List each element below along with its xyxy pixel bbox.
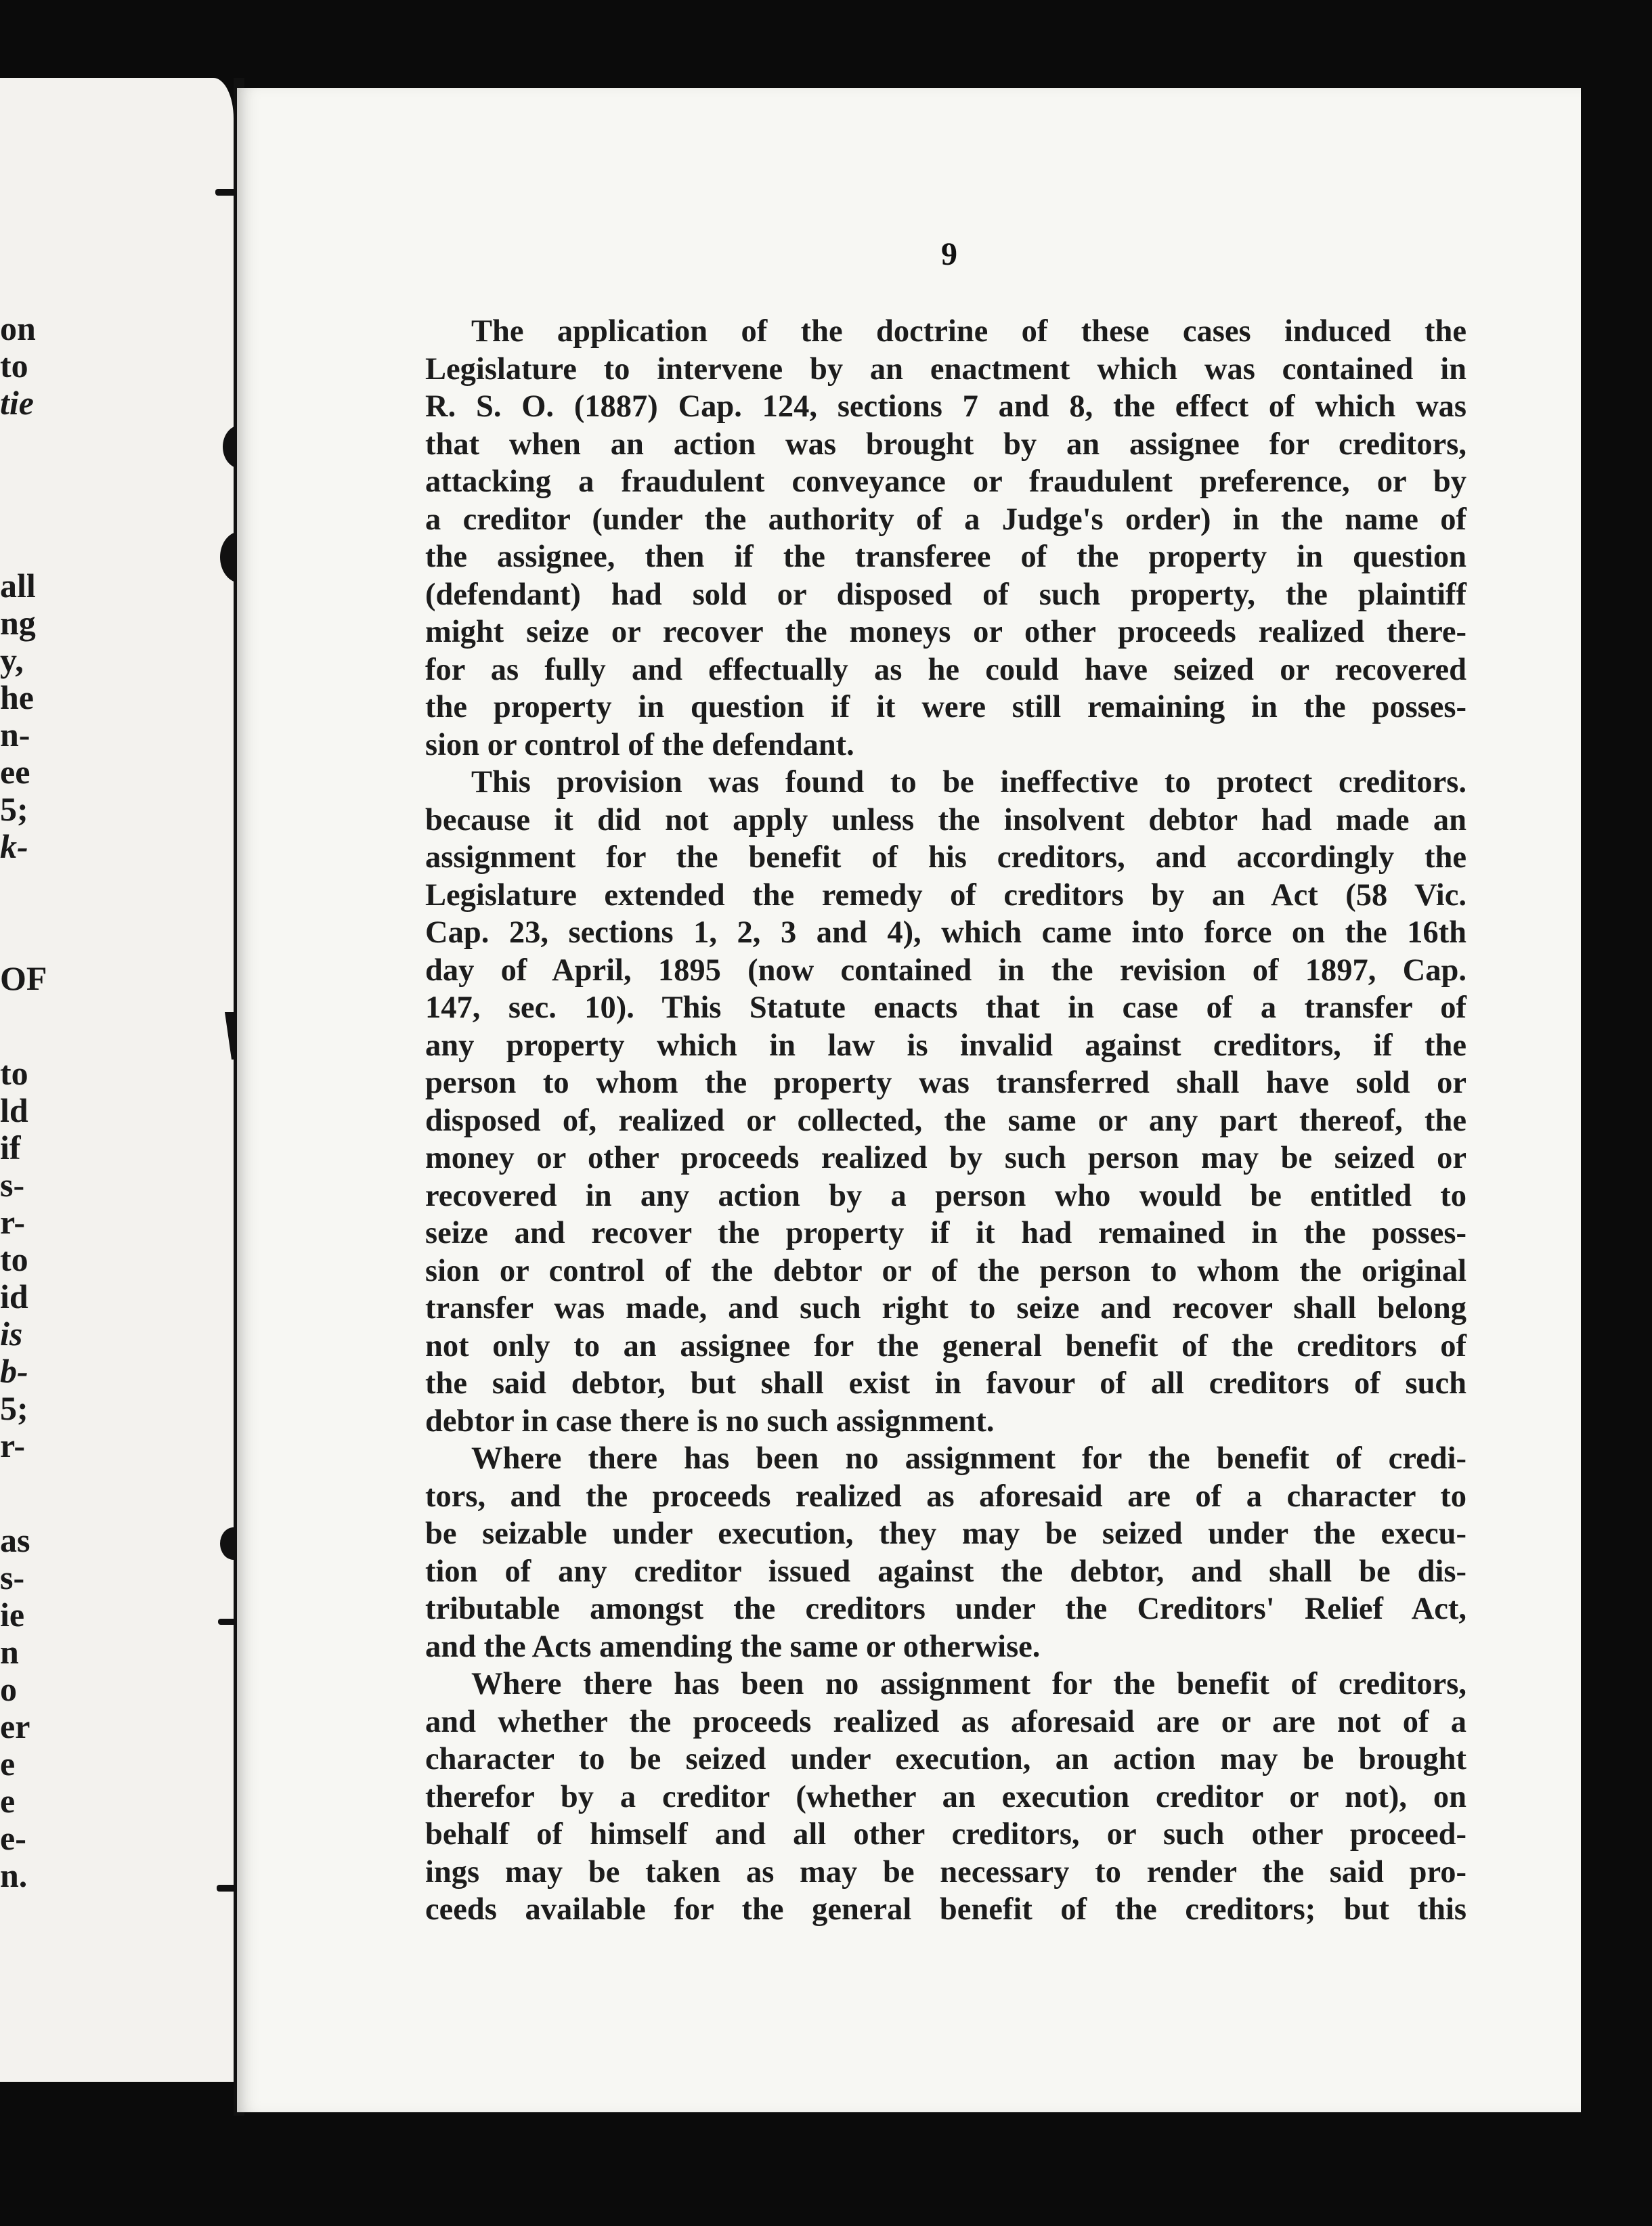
left-page-fragment: all bbox=[0, 567, 36, 605]
left-page-edge bbox=[0, 78, 234, 2082]
text-line: recovered in any action by a person who would be entitled to bbox=[425, 1178, 1466, 1213]
left-page-fragment: to bbox=[0, 1240, 28, 1278]
text-line: not only to an assignee for the general benefit of the creditors of bbox=[425, 1328, 1466, 1363]
left-page-fragment: e bbox=[0, 1782, 16, 1820]
left-page-fragment: tie bbox=[0, 384, 34, 422]
text-line: debtor in case there is no such assignment. bbox=[425, 1403, 995, 1439]
left-page-fragment: he bbox=[0, 678, 34, 716]
left-page-fragment: OF bbox=[0, 959, 47, 997]
left-page-fragment: on bbox=[0, 309, 36, 347]
paragraph bbox=[425, 764, 1466, 1440]
left-page-fragment: ng bbox=[0, 604, 36, 642]
text-line: might seize or recover the moneys or other proceeds realized there- bbox=[425, 615, 1466, 649]
text-line: Legislature to intervene by an enactment which was contained in bbox=[425, 351, 1466, 387]
text-line: and the Acts amending the same or otherwise. bbox=[425, 1629, 1041, 1664]
left-page-fragment: k- bbox=[0, 827, 28, 865]
page-number: 9 bbox=[941, 236, 957, 272]
text-line: Where there has been no assignment for the benefit of creditors, bbox=[471, 1667, 1466, 1701]
left-page-fragment: if bbox=[0, 1129, 21, 1166]
left-page-fragment: to bbox=[0, 347, 28, 385]
paragraph bbox=[425, 313, 1466, 764]
left-page-fragment: r- bbox=[0, 1426, 25, 1464]
left-page-fragment: n. bbox=[0, 1856, 28, 1894]
text-line: seize and recover the property if it had remained in the posses- bbox=[425, 1216, 1466, 1250]
left-page-fragment: is bbox=[0, 1315, 23, 1353]
text-line: 147, sec. 10). This Statute enacts that in case of a transfer of bbox=[425, 990, 1466, 1025]
left-page-fragment: 5; bbox=[0, 790, 28, 828]
text-line: the property in question if it were still remaining in the posses- bbox=[425, 690, 1466, 724]
text-line: and whether the proceeds realized as aforesaid are or are not of a bbox=[425, 1704, 1466, 1739]
paragraph bbox=[425, 1440, 1466, 1665]
text-line: This provision was found to be ineffective to protect creditors. bbox=[471, 765, 1466, 800]
text-line: because it did not apply unless the insolvent debtor had made an bbox=[425, 802, 1466, 837]
left-page-fragment: ee bbox=[0, 753, 30, 791]
text-line: disposed of, realized or collected, the same or any part thereof, the bbox=[425, 1103, 1466, 1138]
left-page-fragment: id bbox=[0, 1278, 28, 1315]
left-page-fragment: n bbox=[0, 1633, 19, 1671]
left-page-fragment: y, bbox=[0, 641, 24, 679]
text-line: assignment for the benefit of his creditors, and accordingly the bbox=[425, 840, 1466, 875]
left-page-fragment: n- bbox=[0, 716, 30, 754]
left-page-fragment: r- bbox=[0, 1203, 25, 1241]
text-line: be seizable under execution, they may be seized under the execu- bbox=[425, 1516, 1466, 1551]
text-line: a creditor (under the authority of a Judge's order) in the name of bbox=[425, 502, 1466, 537]
text-line: ings may be taken as may be necessary to render the said pro- bbox=[425, 1854, 1466, 1890]
left-page-fragment: to bbox=[0, 1054, 28, 1092]
left-page-text-fragments bbox=[0, 78, 234, 2082]
text-line: day of April, 1895 (now contained in the revision of 1897, Cap. bbox=[425, 953, 1466, 988]
text-line: tributable amongst the creditors under the Creditors' Relief Act, bbox=[425, 1592, 1466, 1626]
text-line: the said debtor, but shall exist in favour of all creditors of such bbox=[425, 1366, 1466, 1401]
text-line: character to be seized under execution, an action may be brought bbox=[425, 1742, 1466, 1776]
text-line: tors, and the proceeds realized as aforesaid are of a character to bbox=[425, 1479, 1466, 1514]
text-line: the assignee, then if the transferee of the property in question bbox=[425, 540, 1466, 574]
text-line: R. S. O. (1887) Cap. 124, sections 7 and 8, the effect of which was bbox=[425, 389, 1466, 424]
text-line: behalf of himself and all other creditors, or such other proceed- bbox=[425, 1817, 1466, 1852]
text-line: money or other proceeds realized by such person may be seized or bbox=[425, 1141, 1466, 1175]
text-line: (defendant) had sold or disposed of such property, the plaintiff bbox=[425, 577, 1466, 612]
text-line: person to whom the property was transferred shall have sold or bbox=[425, 1066, 1466, 1100]
left-page-fragment: e bbox=[0, 1745, 16, 1783]
left-page-fragment: ld bbox=[0, 1091, 28, 1129]
text-line: Where there has been no assignment for the benefit of credi- bbox=[471, 1441, 1466, 1476]
text-line: The application of the doctrine of these cases induced the bbox=[471, 314, 1466, 349]
text-line: sion or control of the defendant. bbox=[425, 727, 854, 762]
left-page-fragment: as bbox=[0, 1521, 30, 1559]
left-page-fragment: s- bbox=[0, 1166, 25, 1204]
text-line: sion or control of the debtor or of the person to whom the original bbox=[425, 1253, 1466, 1288]
text-line: that when an action was brought by an assignee for creditors, bbox=[425, 427, 1466, 462]
left-page-fragment: 5; bbox=[0, 1389, 28, 1427]
left-page-fragment: s- bbox=[0, 1558, 25, 1596]
left-page-fragment: ie bbox=[0, 1596, 25, 1634]
text-line: Cap. 23, sections 1, 2, 3 and 4), which came into force on the 16th bbox=[425, 915, 1466, 950]
text-line: for as fully and effectually as he could have seized or recovered bbox=[425, 652, 1466, 687]
left-page-fragment: b- bbox=[0, 1352, 28, 1390]
text-line: attacking a fraudulent conveyance or fraudulent preference, or by bbox=[425, 464, 1466, 499]
text-line: any property which in law is invalid against creditors, if the bbox=[425, 1028, 1466, 1063]
text-line: tion of any creditor issued against the debtor, and shall be dis- bbox=[425, 1554, 1466, 1589]
text-line: Legislature extended the remedy of creditors by an Act (58 Vic. bbox=[425, 877, 1466, 913]
left-page-fragment: er bbox=[0, 1707, 30, 1745]
paragraph bbox=[425, 1665, 1466, 1929]
body-text bbox=[425, 313, 1466, 1929]
text-line: therefor by a creditor (whether an execution creditor or not), on bbox=[425, 1779, 1466, 1814]
text-line: transfer was made, and such right to seize and recover shall belong bbox=[425, 1291, 1466, 1326]
left-page-fragment: e- bbox=[0, 1819, 26, 1857]
text-line: ceeds available for the general benefit of the creditors; but this bbox=[425, 1892, 1466, 1927]
left-page-fragment: o bbox=[0, 1670, 17, 1708]
